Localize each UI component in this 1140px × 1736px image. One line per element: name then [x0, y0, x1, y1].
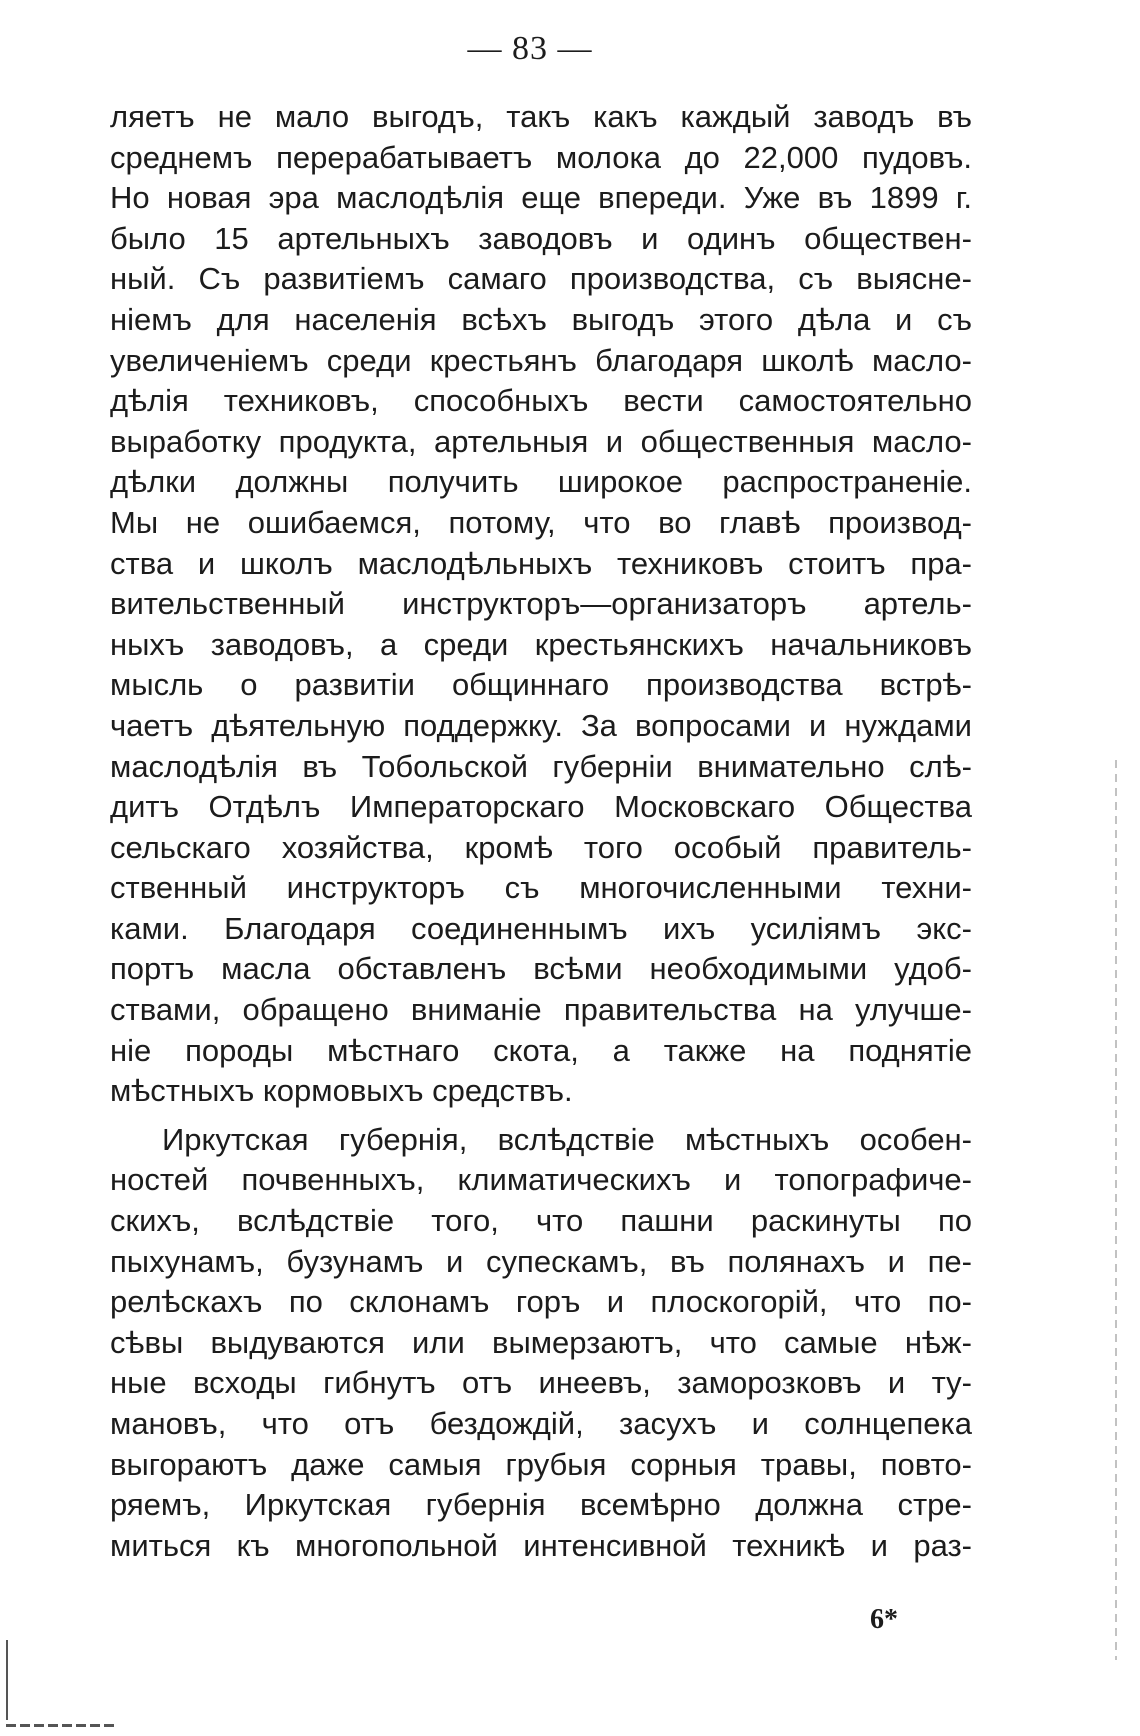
text-line: ностей почвенныхъ, климатическихъ и топографиче- [110, 1162, 972, 1198]
text-line: скихъ, вслѣдствіе того, что пашни раскинуты по [110, 1203, 972, 1239]
text-line: сельскаго хозяйства, кромѣ того особый правитель- [110, 829, 972, 865]
text-line: ніе породы мѣстнаго скота, а также на поднятіе [110, 1032, 972, 1068]
text-line: пыхунамъ, бузунамъ и супескамъ, въ полянахъ и пе- [110, 1243, 972, 1279]
paragraph-1 [110, 97, 972, 1112]
scan-edge-artifact [6, 1724, 116, 1727]
text-line: ный. Съ развитіемъ самаго производства, съ выясне- [110, 261, 972, 297]
text-line: маслодѣлія въ Тобольской губерніи внимательно слѣ- [110, 748, 972, 784]
text-line: ніемъ для населенія всѣхъ выгодъ этого дѣла и съ [110, 301, 972, 337]
text-line: сѣвы выдуваются или вымерзаютъ, что самые нѣж- [110, 1324, 972, 1360]
paragraph-gap [110, 1112, 972, 1120]
text-line: мановъ, что отъ бездождій, засухъ и солнцепека [110, 1406, 972, 1441]
printer-signature-mark: 6* [870, 1604, 898, 1635]
text-line: ства и школъ маслодѣльныхъ техниковъ стоитъ пра- [110, 545, 972, 581]
text-line: выгораютъ даже самыя грубыя сорныя травы, повто- [110, 1446, 972, 1482]
text-line: Мы не ошибаемся, потому, что во главѣ производ- [110, 504, 972, 540]
text-line: дѣлки должны получить широкое распространеніе. [110, 464, 972, 500]
body-text [110, 97, 972, 1566]
text-line: ственный инструкторъ съ многочисленными техни- [110, 870, 972, 906]
text-line: чаетъ дѣятельную поддержку. За вопросами и нуждами [110, 707, 972, 743]
text-line: мѣстныхъ кормовыхъ средствъ. [110, 1073, 573, 1109]
text-line: увеличеніемъ среди крестьянъ благодаря школѣ масло- [110, 342, 972, 378]
text-line: релѣскахъ по склонамъ горъ и плоскогорій, что по- [110, 1284, 972, 1320]
text-line: ствами, обращено вниманіе правительства на улучше- [110, 992, 972, 1028]
text-line: вительственный инструкторъ—организаторъ артель- [110, 586, 972, 622]
text-line: было 15 артельныхъ заводовъ и одинъ обществен- [110, 220, 972, 256]
text-line: мысль о развитіи общиннаго производства встрѣ- [110, 667, 972, 703]
page-number: — 83 — [467, 30, 593, 67]
paragraph-2 [110, 1120, 972, 1567]
text-line: дитъ Отдѣлъ Императорскаго Московскаго Общества [110, 789, 972, 825]
text-line: ряемъ, Иркутская губернія всемѣрно должна стре- [110, 1487, 972, 1523]
text-line: выработку продукта, артельныя и общественныя масло- [110, 423, 972, 459]
text-line: ныхъ заводовъ, а среди крестьянскихъ начальниковъ [110, 626, 972, 662]
scan-edge-artifact [1115, 760, 1117, 1660]
text-line: дѣлія техниковъ, способныхъ вести самостоятельно [110, 383, 972, 419]
scan-edge-artifact [6, 1640, 8, 1720]
text-line: миться къ многопольной интенсивной техникѣ и раз- [110, 1527, 972, 1563]
text-line: ляетъ не мало выгодъ, такъ какъ каждый заводъ въ [110, 99, 972, 134]
text-line: среднемъ перерабатываетъ молока до 22,000 пудовъ. [110, 139, 972, 175]
text-line: портъ масла обставленъ всѣми необходимыми удоб- [110, 951, 972, 987]
text-line: ками. Благодаря соединеннымъ ихъ усиліямъ экс- [110, 910, 972, 946]
text-line: Но новая эра маслодѣлія еще впереди. Уже въ 1899 г. [110, 180, 972, 216]
text-line: ные всходы гибнутъ отъ инеевъ, заморозковъ и ту- [110, 1365, 972, 1401]
text-line: Иркутская губернія, вслѣдствіе мѣстныхъ особен- [162, 1121, 972, 1157]
